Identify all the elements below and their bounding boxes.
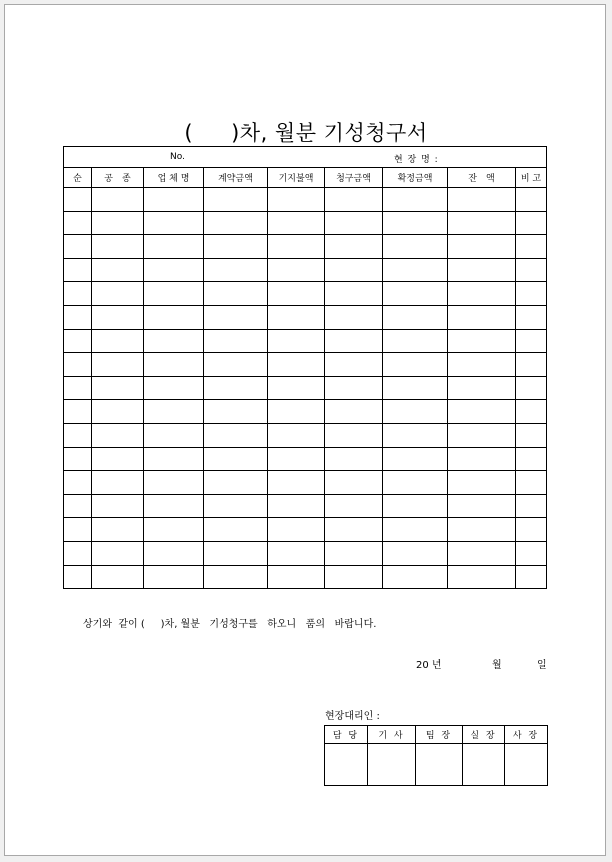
table-row — [64, 447, 547, 471]
table-cell[interactable] — [144, 376, 204, 400]
table-cell[interactable] — [268, 423, 325, 447]
table-row — [64, 282, 547, 306]
table-cell[interactable] — [268, 447, 325, 471]
table-row — [64, 258, 547, 282]
table-cell[interactable] — [448, 305, 516, 329]
table-cell[interactable] — [325, 188, 383, 212]
table-cell[interactable] — [64, 376, 92, 400]
date-year: 20 년 — [416, 660, 442, 671]
table-cell[interactable] — [204, 329, 268, 353]
table-cell[interactable] — [64, 565, 92, 589]
table-cell[interactable] — [383, 329, 448, 353]
table-cell[interactable] — [268, 400, 325, 424]
table-cell[interactable] — [516, 423, 547, 447]
table-cell[interactable] — [64, 400, 92, 424]
table-cell[interactable] — [204, 471, 268, 495]
table-cell[interactable] — [92, 565, 144, 589]
table-cell[interactable] — [383, 258, 448, 282]
title-text: )차, 월분 기성청구서 — [231, 121, 428, 145]
table-cell[interactable] — [92, 518, 144, 542]
table-cell[interactable] — [448, 353, 516, 377]
table-cell[interactable] — [64, 258, 92, 282]
table-cell[interactable] — [448, 400, 516, 424]
table-cell[interactable] — [448, 471, 516, 495]
date-month: 월 — [492, 660, 502, 671]
col-header-work-type: 공 종 — [92, 168, 144, 188]
table-cell[interactable] — [325, 423, 383, 447]
table-row — [64, 494, 547, 518]
table-cell[interactable] — [64, 305, 92, 329]
table-cell[interactable] — [325, 447, 383, 471]
table-cell[interactable] — [383, 518, 448, 542]
info-cell — [64, 147, 547, 168]
table-cell[interactable] — [516, 282, 547, 306]
table-cell[interactable] — [92, 494, 144, 518]
table-cell[interactable] — [268, 353, 325, 377]
table-cell[interactable] — [144, 258, 204, 282]
table-cell[interactable] — [448, 211, 516, 235]
table-cell[interactable] — [516, 447, 547, 471]
table-cell[interactable] — [516, 471, 547, 495]
claim-table — [63, 146, 547, 589]
table-cell[interactable] — [144, 353, 204, 377]
table-row — [64, 235, 547, 259]
approval-col-manager: 실 장 — [463, 726, 505, 744]
col-header-claim-amount: 청구금액 — [325, 168, 383, 188]
table-cell[interactable] — [516, 565, 547, 589]
table-cell[interactable] — [268, 494, 325, 518]
table-cell[interactable] — [64, 494, 92, 518]
table-cell[interactable] — [144, 211, 204, 235]
table-cell[interactable] — [516, 400, 547, 424]
table-cell[interactable] — [383, 235, 448, 259]
table-cell[interactable] — [448, 447, 516, 471]
approval-col-team-lead: 팀 장 — [416, 726, 463, 744]
table-cell[interactable] — [448, 329, 516, 353]
col-header-seq: 순 — [64, 168, 92, 188]
table-cell[interactable] — [448, 282, 516, 306]
table-cell[interactable] — [383, 376, 448, 400]
table-row — [64, 353, 547, 377]
table-row — [64, 471, 547, 495]
table-cell[interactable] — [204, 211, 268, 235]
table-cell[interactable] — [92, 541, 144, 565]
table-cell[interactable] — [64, 541, 92, 565]
table-cell[interactable] — [383, 447, 448, 471]
table-cell[interactable] — [64, 329, 92, 353]
table-cell[interactable] — [92, 376, 144, 400]
table-row — [64, 376, 547, 400]
table-cell[interactable] — [325, 353, 383, 377]
table-cell[interactable] — [204, 447, 268, 471]
table-cell[interactable] — [64, 518, 92, 542]
table-cell[interactable] — [144, 494, 204, 518]
table-cell[interactable] — [383, 188, 448, 212]
table-cell[interactable] — [383, 211, 448, 235]
table-cell[interactable] — [516, 211, 547, 235]
table-cell[interactable] — [448, 235, 516, 259]
site-agent-label: 현장대리인 : — [325, 711, 380, 722]
table-cell[interactable] — [92, 423, 144, 447]
col-header-contract-amount: 계약금액 — [204, 168, 268, 188]
table-cell[interactable] — [144, 400, 204, 424]
table-cell[interactable] — [448, 494, 516, 518]
table-cell[interactable] — [144, 423, 204, 447]
table-cell[interactable] — [383, 423, 448, 447]
table-cell[interactable] — [64, 447, 92, 471]
table-cell[interactable] — [448, 188, 516, 212]
table-cell[interactable] — [204, 518, 268, 542]
table-cell[interactable] — [144, 518, 204, 542]
table-cell[interactable] — [144, 541, 204, 565]
table-cell[interactable] — [325, 565, 383, 589]
table-cell[interactable] — [383, 471, 448, 495]
table-cell[interactable] — [64, 423, 92, 447]
table-row — [64, 541, 547, 565]
table-cell[interactable] — [516, 494, 547, 518]
site-name-label: 현 장 명 : — [394, 155, 439, 165]
table-info-row — [64, 147, 547, 168]
table-cell[interactable] — [64, 471, 92, 495]
approval-sign-row — [325, 744, 548, 786]
table-cell[interactable] — [268, 376, 325, 400]
request-statement: 상기와 같이 ( )차, 월분 기성청구를 하오니 품의 바랍니다. — [83, 619, 377, 630]
table-cell[interactable] — [325, 282, 383, 306]
table-cell[interactable] — [204, 305, 268, 329]
table-cell[interactable] — [268, 282, 325, 306]
table-cell[interactable] — [325, 376, 383, 400]
approval-table — [324, 725, 548, 786]
table-cell[interactable] — [144, 305, 204, 329]
table-cell[interactable] — [325, 541, 383, 565]
table-cell[interactable] — [144, 565, 204, 589]
table-cell[interactable] — [383, 565, 448, 589]
approval-col-president: 사 장 — [505, 726, 548, 744]
table-cell[interactable] — [325, 211, 383, 235]
table-cell[interactable] — [204, 376, 268, 400]
table-cell[interactable] — [325, 494, 383, 518]
table-cell[interactable] — [383, 353, 448, 377]
table-cell[interactable] — [516, 258, 547, 282]
table-cell[interactable] — [144, 329, 204, 353]
table-row — [64, 400, 547, 424]
table-cell[interactable] — [448, 565, 516, 589]
table-cell[interactable] — [144, 471, 204, 495]
table-cell[interactable] — [325, 329, 383, 353]
table-cell[interactable] — [92, 282, 144, 306]
table-row — [64, 329, 547, 353]
table-cell[interactable] — [268, 188, 325, 212]
table-cell[interactable] — [64, 211, 92, 235]
table-cell[interactable] — [144, 447, 204, 471]
col-header-balance: 잔 액 — [448, 168, 516, 188]
table-cell[interactable] — [204, 541, 268, 565]
table-cell[interactable] — [204, 353, 268, 377]
table-cell[interactable] — [92, 353, 144, 377]
table-cell[interactable] — [64, 235, 92, 259]
table-cell[interactable] — [268, 471, 325, 495]
table-cell[interactable] — [92, 400, 144, 424]
table-cell[interactable] — [268, 518, 325, 542]
table-row — [64, 518, 547, 542]
table-cell[interactable] — [383, 400, 448, 424]
document-title — [5, 117, 607, 147]
table-cell[interactable] — [516, 541, 547, 565]
table-cell[interactable] — [92, 211, 144, 235]
table-row — [64, 565, 547, 589]
col-header-company: 업 체 명 — [144, 168, 204, 188]
table-cell[interactable] — [383, 282, 448, 306]
table-cell[interactable] — [325, 305, 383, 329]
table-cell[interactable] — [144, 235, 204, 259]
table-row — [64, 305, 547, 329]
table-row — [64, 211, 547, 235]
table-cell[interactable] — [325, 235, 383, 259]
table-cell[interactable] — [383, 494, 448, 518]
table-cell[interactable] — [325, 518, 383, 542]
table-cell[interactable] — [516, 376, 547, 400]
table-cell[interactable] — [448, 518, 516, 542]
approval-sign-cell[interactable] — [368, 744, 416, 786]
table-cell[interactable] — [204, 258, 268, 282]
table-row — [64, 188, 547, 212]
table-cell[interactable] — [516, 329, 547, 353]
table-cell[interactable] — [383, 541, 448, 565]
table-row — [64, 423, 547, 447]
table-cell[interactable] — [144, 188, 204, 212]
table-cell[interactable] — [268, 235, 325, 259]
col-header-paid-amount: 기지불액 — [268, 168, 325, 188]
table-header-row — [64, 168, 547, 188]
table-cell[interactable] — [92, 447, 144, 471]
col-header-confirmed-amount: 확정금액 — [383, 168, 448, 188]
table-cell[interactable] — [92, 258, 144, 282]
approval-sign-cell[interactable] — [325, 744, 368, 786]
table-cell[interactable] — [204, 423, 268, 447]
table-cell[interactable] — [92, 305, 144, 329]
table-cell[interactable] — [516, 305, 547, 329]
table-cell[interactable] — [448, 423, 516, 447]
table-cell[interactable] — [204, 400, 268, 424]
table-cell[interactable] — [268, 305, 325, 329]
approval-col-staff: 담 당 — [325, 726, 368, 744]
table-cell[interactable] — [325, 471, 383, 495]
table-cell[interactable] — [383, 305, 448, 329]
table-cell[interactable] — [204, 235, 268, 259]
approval-col-engineer: 기 사 — [368, 726, 416, 744]
table-cell[interactable] — [516, 518, 547, 542]
table-cell[interactable] — [268, 565, 325, 589]
approval-sign-cell[interactable] — [416, 744, 463, 786]
table-cell[interactable] — [204, 494, 268, 518]
approval-sign-cell[interactable] — [463, 744, 505, 786]
table-cell[interactable] — [204, 565, 268, 589]
approval-header-row — [325, 726, 548, 744]
table-cell[interactable] — [204, 282, 268, 306]
table-cell[interactable] — [92, 235, 144, 259]
no-label: No. — [170, 152, 185, 162]
table-cell[interactable] — [325, 400, 383, 424]
table-cell[interactable] — [92, 471, 144, 495]
table-cell[interactable] — [516, 188, 547, 212]
table-cell[interactable] — [448, 541, 516, 565]
table-cell[interactable] — [64, 188, 92, 212]
table-cell[interactable] — [268, 211, 325, 235]
table-cell[interactable] — [268, 329, 325, 353]
table-cell[interactable] — [516, 353, 547, 377]
col-header-remarks: 비 고 — [516, 168, 547, 188]
table-cell[interactable] — [325, 258, 383, 282]
table-cell[interactable] — [64, 353, 92, 377]
table-cell[interactable] — [64, 282, 92, 306]
table-cell[interactable] — [448, 376, 516, 400]
table-body — [64, 188, 547, 589]
date-day: 일 — [537, 660, 547, 671]
document-page — [4, 4, 606, 856]
table-cell[interactable] — [144, 282, 204, 306]
table-cell[interactable] — [204, 188, 268, 212]
table-cell[interactable] — [92, 329, 144, 353]
approval-sign-cell[interactable] — [505, 744, 548, 786]
title-open-paren: ( — [184, 121, 194, 145]
table-cell[interactable] — [268, 258, 325, 282]
table-cell[interactable] — [516, 235, 547, 259]
table-cell[interactable] — [448, 258, 516, 282]
table-cell[interactable] — [268, 541, 325, 565]
table-cell[interactable] — [92, 188, 144, 212]
